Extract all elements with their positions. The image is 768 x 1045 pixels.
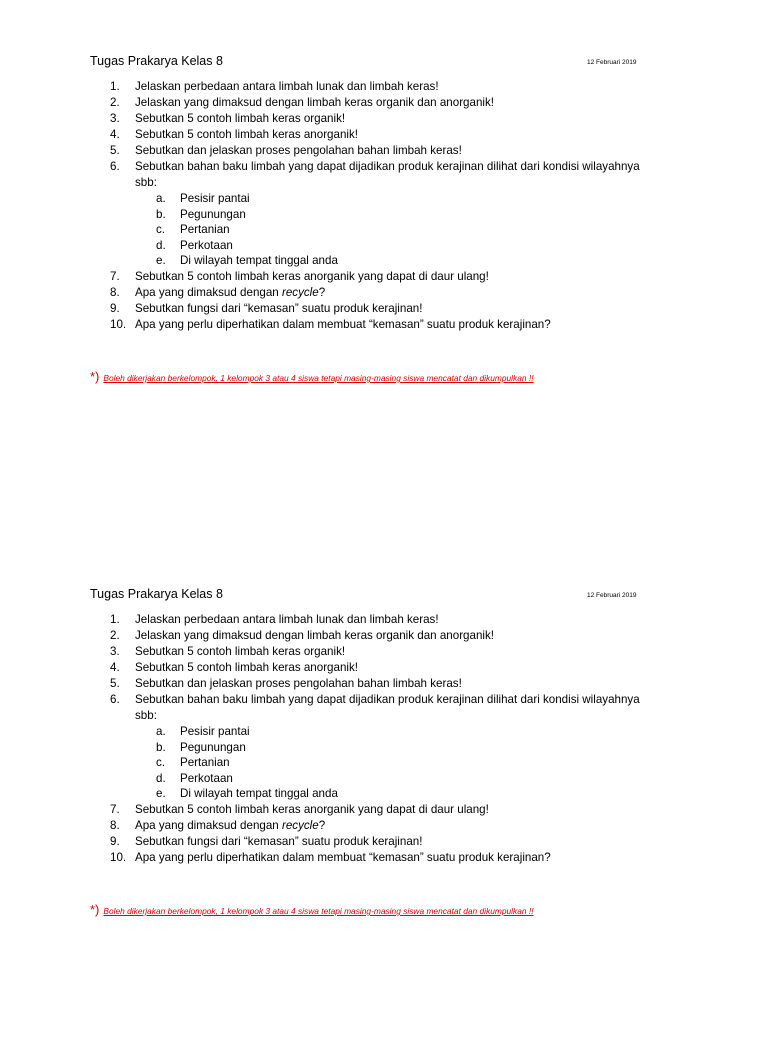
- sub-item: b. Pegunungan: [156, 740, 246, 754]
- sub-item: e. Di wilayah tempat tinggal anda: [156, 254, 338, 267]
- sub-item: e. Di wilayah tempat tinggal anda: [156, 787, 338, 800]
- sheet-title: Tugas Prakarya Kelas 8: [90, 587, 223, 601]
- question-item: 10. Apa yang perlu diperhatikan dalam membuat “kemasan” suatu produk kerajinan?: [110, 317, 551, 331]
- sheet-date: 12 Februari 2019: [587, 59, 637, 66]
- sub-item: c. Pertanian: [156, 756, 230, 769]
- sheet-title: Tugas Prakarya Kelas 8: [90, 54, 223, 68]
- question-list: [110, 612, 650, 866]
- question-item: 3. Sebutkan 5 contoh limbah keras organik!: [110, 112, 346, 125]
- question-item: 5. Sebutkan dan jelaskan proses pengolahan bahan limbah keras!: [110, 677, 462, 690]
- sub-item: d. Perkotaan: [156, 771, 233, 785]
- question-item: 8. Apa yang dimaksud dengan recycle?: [110, 285, 326, 299]
- sheet-date: 12 Februari 2019: [587, 592, 637, 599]
- question-item: 9. Sebutkan fungsi dari “kemasan” suatu produk kerajinan!: [110, 301, 423, 315]
- sub-item: a. Pesisir pantai: [156, 725, 250, 738]
- question-item: 4. Sebutkan 5 contoh limbah keras anorganik!: [110, 661, 358, 674]
- question-item: 5. Sebutkan dan jelaskan proses pengolahan bahan limbah keras!: [110, 144, 462, 157]
- recycle-term: recycle: [281, 818, 319, 832]
- question-item: 2. Jelaskan yang dimaksud dengan limbah keras organik dan anorganik!: [110, 629, 494, 642]
- sub-item: d. Perkotaan: [156, 238, 233, 252]
- sub-item: b. Pegunungan: [156, 207, 246, 221]
- question-item: 2. Jelaskan yang dimaksud dengan limbah keras organik dan anorganik!: [110, 96, 494, 109]
- question-item: 10. Apa yang perlu diperhatikan dalam membuat “kemasan” suatu produk kerajinan?: [110, 850, 551, 864]
- assignment-sheet-1: [0, 0, 768, 512]
- question-item: 9. Sebutkan fungsi dari “kemasan” suatu produk kerajinan!: [110, 834, 423, 848]
- recycle-term: recycle: [281, 285, 319, 299]
- question-item: 7. Sebutkan 5 contoh limbah keras anorganik yang dapat di daur ulang!: [110, 802, 489, 816]
- question-item: 3. Sebutkan 5 contoh limbah keras organik!: [110, 645, 346, 658]
- sub-item: a. Pesisir pantai: [156, 192, 250, 205]
- assignment-sheet-2: [0, 533, 768, 1045]
- question-item: 7. Sebutkan 5 contoh limbah keras anorganik yang dapat di daur ulang!: [110, 269, 489, 283]
- question-item: 6. Sebutkan bahan baku limbah yang dapat dijadikan produk kerajinan dilihat dari kondisi wilayahnya sbb:: [110, 693, 640, 722]
- question-item: 4. Sebutkan 5 contoh limbah keras anorganik!: [110, 128, 358, 141]
- question-item: 1. Jelaskan perbedaan antara limbah lunak dan limbah keras!: [110, 613, 439, 626]
- question-item: 8. Apa yang dimaksud dengan recycle?: [110, 818, 326, 832]
- question-item: 6. Sebutkan bahan baku limbah yang dapat dijadikan produk kerajinan dilihat dari kondisi wilayahnya sbb:: [110, 160, 640, 189]
- question-item: 1. Jelaskan perbedaan antara limbah lunak dan limbah keras!: [110, 80, 439, 93]
- question-list: [110, 79, 650, 333]
- sub-item: c. Pertanian: [156, 223, 230, 236]
- group-work-note: *) Boleh dikerjakan berkelompok, 1 kelompok 3 atau 4 siswa tetapi masing-masing siswa mencatat dan dikumpulkan !!: [90, 369, 534, 384]
- group-work-note: *) Boleh dikerjakan berkelompok, 1 kelompok 3 atau 4 siswa tetapi masing-masing siswa mencatat dan dikumpulkan !!: [90, 902, 534, 917]
